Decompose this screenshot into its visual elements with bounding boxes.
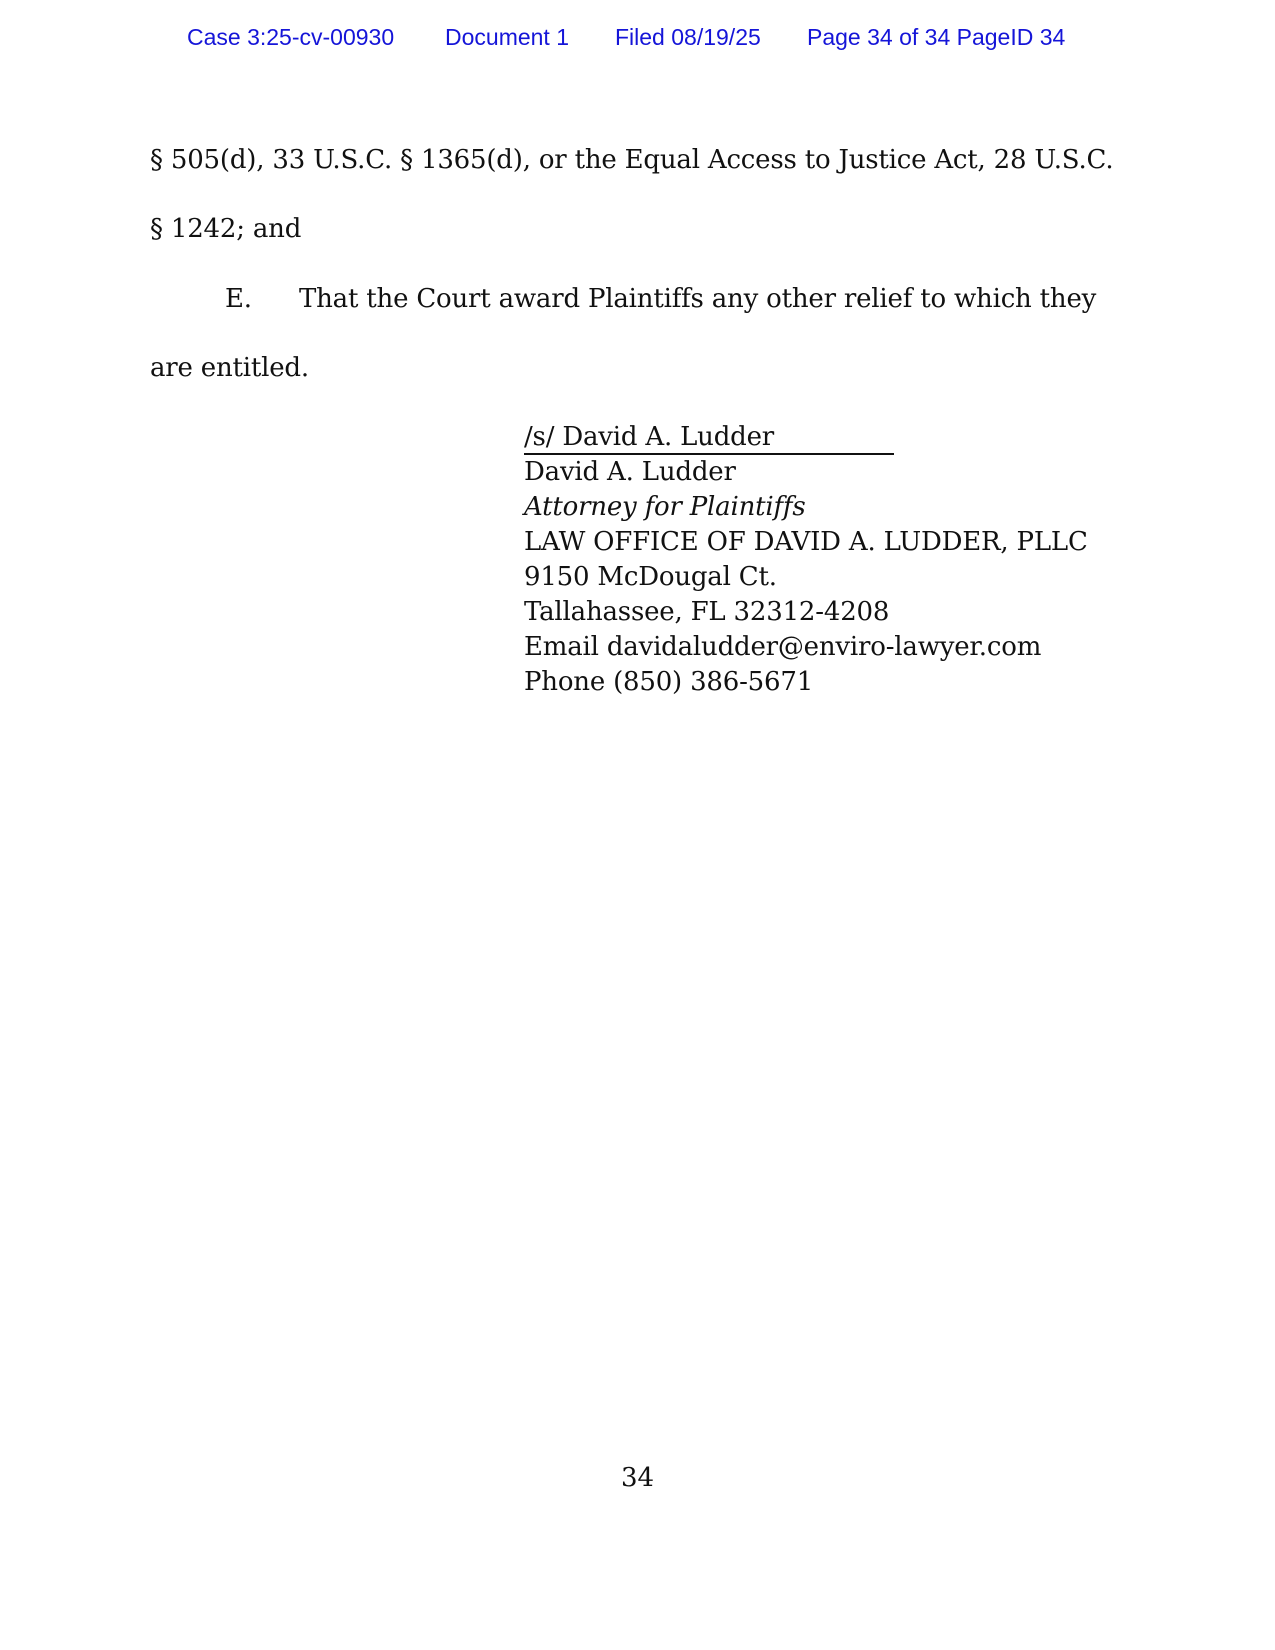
street-address: 9150 McDougal Ct.: [524, 562, 777, 592]
law-firm: LAW OFFICE OF DAVID A. LUDDER, PLLC: [524, 527, 1088, 557]
signature-block: [524, 420, 1088, 700]
body-line-2: § 1242; and: [150, 214, 302, 244]
phone-line: Phone (850) 386-5671: [524, 667, 814, 697]
city-state-zip: Tallahassee, FL 32312-4208: [524, 597, 890, 627]
document-number: Document 1: [445, 24, 570, 50]
email-line: Email davidaludder@enviro-lawyer.com: [524, 632, 1042, 662]
item-e-continuation: are entitled.: [150, 353, 309, 383]
ecf-header: [187, 24, 1107, 54]
item-e-text: That the Court award Plaintiffs any other relief to which they: [299, 284, 1097, 314]
body-line-1: § 505(d), 33 U.S.C. § 1365(d), or the Equal Access to Justice Act, 28 U.S.C.: [150, 145, 1114, 175]
filed-date: Filed 08/19/25: [615, 24, 761, 50]
page-id: Page 34 of 34 PageID 34: [807, 24, 1066, 50]
case-number: Case 3:25-cv-00930: [187, 24, 395, 50]
attorney-name: David A. Ludder: [524, 457, 736, 487]
signature-line: /s/ David A. Ludder: [524, 422, 894, 455]
attorney-role: Attorney for Plaintiffs: [524, 492, 806, 522]
item-e-letter: E.: [225, 284, 252, 314]
page-number: 34: [620, 1463, 655, 1493]
